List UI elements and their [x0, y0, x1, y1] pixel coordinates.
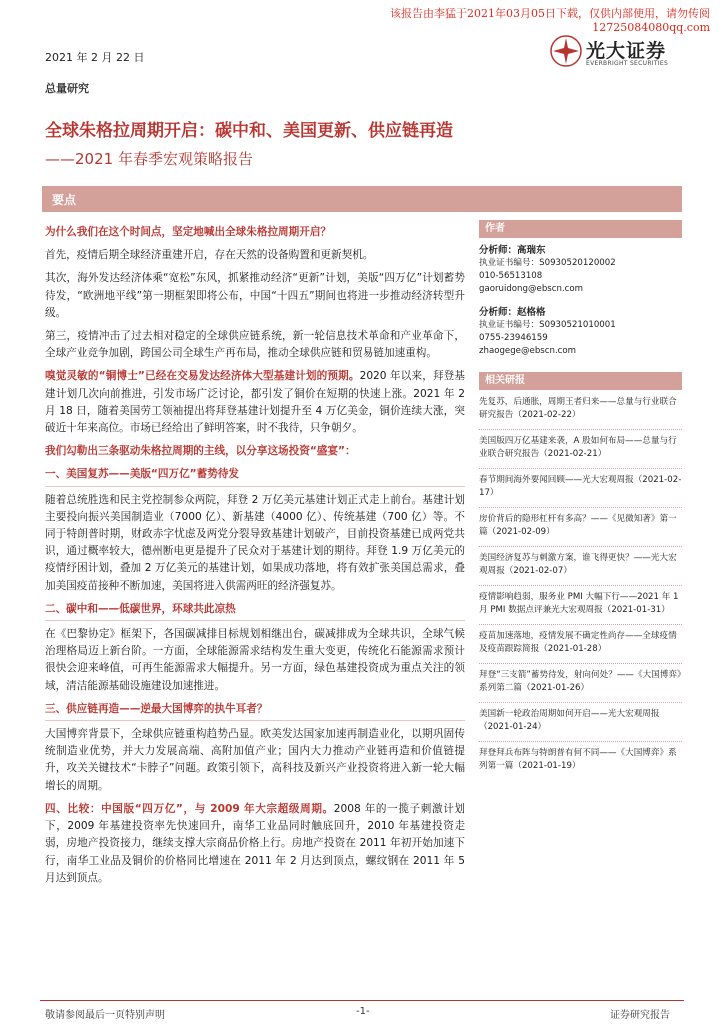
related-report-item[interactable]: 疫情影响趋弱，服务业 PMI 大幅下行——2021 年 1 月 PMI 数据点评兼光大宏观周报（2021-01-31） — [479, 592, 679, 615]
question-heading: 为什么我们在这个时间点，坚定地喊出全球朱格拉周期开启？ — [45, 226, 332, 238]
footer-divider — [40, 1000, 684, 1001]
related-divider — [479, 546, 682, 547]
everbright-emblem-icon — [550, 35, 582, 67]
download-watermark — [380, 7, 710, 35]
related-divider — [479, 429, 682, 430]
related-report-item[interactable]: 春节期间海外要闻回顾——光大宏观周报（2021-02-17） — [479, 475, 682, 498]
analyst-email[interactable]: zhaogege@ebscn.com — [479, 346, 577, 356]
paragraph-second: 其次，海外发达经济体乘“宽松”东风，抓紧推动经济“更新”计划，美版“四万亿”计划蓄势待发，“欧洲地平线”第一期框架即将公布，中国“十四五”期间也将进一步推动经济转型升级。 — [45, 272, 465, 319]
page-number: -1- — [356, 1006, 370, 1017]
watermark-line-2: 12725084080qq.com — [592, 21, 710, 34]
logo-cn-text: 光大证券 — [586, 40, 667, 62]
paragraph-third: 第三，疫情冲击了过去相对稳定的全球供应链系统，新一轮信息技术革命和产业革命下，全球产业竞争加剧，跨国公司全球生产再布局，推动全球供应链和贸易链加速重构。 — [45, 330, 465, 360]
key-points-bar — [42, 186, 682, 212]
main-column — [45, 224, 465, 893]
analyst-card — [479, 306, 682, 358]
related-divider — [479, 663, 682, 664]
analyst-phone: 0755-23946159 — [479, 333, 548, 343]
related-report-item[interactable]: 房价背后的隐形杠杆有多高？——《见微知著》第一篇（2021-02-09） — [479, 514, 677, 537]
analyst-name-line: 分析师：赵格格 — [479, 307, 546, 318]
comparison-text: 2008 年的一揽子刺激计划下，2009 年基建投资率先快速回升，南华工业品同时触底回升，2010 年基建投资走弱，房地产投资接力，继续支撑大宗商品价格上行。房地产投资在 2011 年初开始加速下行，南华工业品及铜价的价格同比增速在 2011 年 2 月达到顶点，螺纹钢在 2011 年 5 月达到顶点。 — [45, 802, 465, 884]
related-divider — [479, 585, 682, 586]
related-research-header: 相关研报 — [479, 372, 682, 390]
related-report-item[interactable]: 拜登“三支箭”蓄势待发，射向何处？——《大国博弈》系列第二篇（2021-01-26） — [479, 670, 682, 693]
key-points-label: 要点 — [52, 193, 77, 207]
footer-report-type: 证券研究报告 — [610, 1010, 670, 1021]
paragraph-first: 首先，疫情后期全球经济重建开启，存在天然的设备购置和更新契机。 — [45, 249, 374, 262]
authors-header: 作者 — [479, 220, 682, 238]
related-report-item[interactable]: 美国经济复苏与刺激方案，谁飞得更快？——光大宏观周报（2021-02-07） — [479, 553, 677, 576]
report-title: 全球朱格拉周期开启：碳中和、美国更新、供应链再造 — [45, 121, 453, 141]
related-divider — [479, 468, 682, 469]
related-divider — [479, 624, 682, 625]
main-lines-heading: 我们勾勒出三条驱动朱格拉周期的主线，以分享这场投资“盛宴”： — [45, 445, 356, 458]
analyst-name-line: 分析师：高瑞东 — [479, 245, 546, 256]
report-subtitle: ——2021 年春季宏观策略报告 — [45, 150, 253, 168]
section-heading-supply-chain: 三、供应链再造——逆最大国博弈的执牛耳者？ — [45, 701, 465, 721]
footer-disclaimer: 敬请参阅最后一页特别声明 — [45, 1010, 165, 1021]
copper-paragraph — [45, 368, 465, 437]
related-divider — [479, 702, 682, 703]
related-divider — [479, 741, 682, 742]
related-research-list — [479, 396, 682, 773]
logo-en-text: EVERBRIGHT SECURITIES — [586, 60, 669, 67]
report-type: 总量研究 — [45, 82, 89, 95]
report-date: 2021 年 2 月 22 日 — [45, 51, 145, 64]
comparison-paragraph — [45, 801, 465, 887]
sidebar — [479, 220, 682, 780]
everbright-logo — [550, 32, 710, 72]
analyst-phone: 010-56513108 — [479, 271, 543, 281]
related-report-item[interactable]: 拜登拜兵布阵与特朗普有何不同——《大国博弈》系列第一篇（2021-01-19） — [479, 748, 677, 771]
copper-text: 2020 年以来，拜登基建计划几次向前推进，引发市场广泛讨论，都引发了铜价在短期的快速上涨。2021 年 2 月 18 日，随着美国劳工领袖提出将拜登基建计划提升至 4 万亿美金，铜价连续大涨，突破近十年来高位。市场已经给出了鲜明答案，时不我待，只争朝夕。 — [45, 370, 465, 435]
copper-highlight: 嗅觉灵敏的“铜博士”已经在交易发达经济体大型基建计划的预期。 — [45, 370, 360, 383]
section-heading-us-recovery: 一、美国复苏——美版“四万亿”蓄势待发 — [45, 466, 465, 486]
watermark-line-1: 该报告由李猛于2021年03月05日下载，仅供内部使用，请勿传阅 — [390, 7, 710, 20]
analyst-card — [479, 244, 682, 296]
related-report-item[interactable]: 疫苗加速落地，疫情发展不确定性尚存——全球疫情及疫苗跟踪简报（2021-01-28） — [479, 631, 677, 654]
analyst-cert: 执业证书编号：S0930520120002 — [479, 258, 616, 268]
analyst-email[interactable]: gaoruidong@ebscn.com — [479, 284, 584, 294]
related-report-item[interactable]: 先复苏，后通胀，周期王者归来——总量与行业联合研究报告（2021-02-22） — [479, 397, 677, 420]
analyst-cert: 执业证书编号：S0930521010001 — [479, 320, 616, 330]
section-text-supply-chain: 大国博弈背景下，全球供应链重构趋势凸显。欧美发达国家加速再制造业化，以期巩固传统制造业优势，并大力发展高端、高附加值产业；国内大力推动产业链再造和价值链提升，攻关关键技术“卡脖子”问题。政策引领下，高科技及新兴产业投资将进入新一轮大幅增长的周期。 — [45, 728, 465, 792]
related-divider — [479, 507, 682, 508]
comparison-highlight: 四、比较：中国版“四万亿”，与 2009 年大宗超级周期。 — [45, 802, 334, 815]
section-text-carbon-neutral: 在《巴黎协定》框架下，各国碳减排目标规划相继出台，碳减排成为全球共识，全球气候治理格局迈上新台阶。一方面，全球能源需求结构发生重大变更，传统化石能源需求预计很快会迎来峰值，可再生能源需求大幅提升。另一方面，绿色基建投资成为重点关注的领域，清洁能源基础设施建设加速推进。 — [45, 628, 465, 692]
section-text-us-recovery: 随着总统胜选和民主党控制参众两院，拜登 2 万亿美元基建计划正式走上前台。基建计划主要投向振兴美国制造业（7000 亿）、新基建（4000 亿）、传统基建（700 亿）等。不同于特朗普时期，财政赤字忧虑及两党分裂导致基建计划破产，目前投资基建已成两党共识，通过概率较大，德州断电更是提升了民众对于基建计划的期待。拜登 1.9 万亿美元的疫情纾困计划，叠加 2 万亿美元的基建计划，如果成功落地，将有效扩张美国总需求，叠加美国疫苗接种不断加速，美国将进入供需两旺的经济强复苏。 — [45, 493, 465, 592]
related-report-item[interactable]: 美国新一轮政治周期如何开启——光大宏观周报（2021-01-24） — [479, 709, 660, 732]
related-report-item[interactable]: 美国版四万亿基建来袭，A 股如何布局——总量与行业联合研究报告（2021-02-21） — [479, 436, 677, 459]
section-heading-carbon-neutral: 二、碳中和——低碳世界，环球共此凉热 — [45, 601, 465, 621]
